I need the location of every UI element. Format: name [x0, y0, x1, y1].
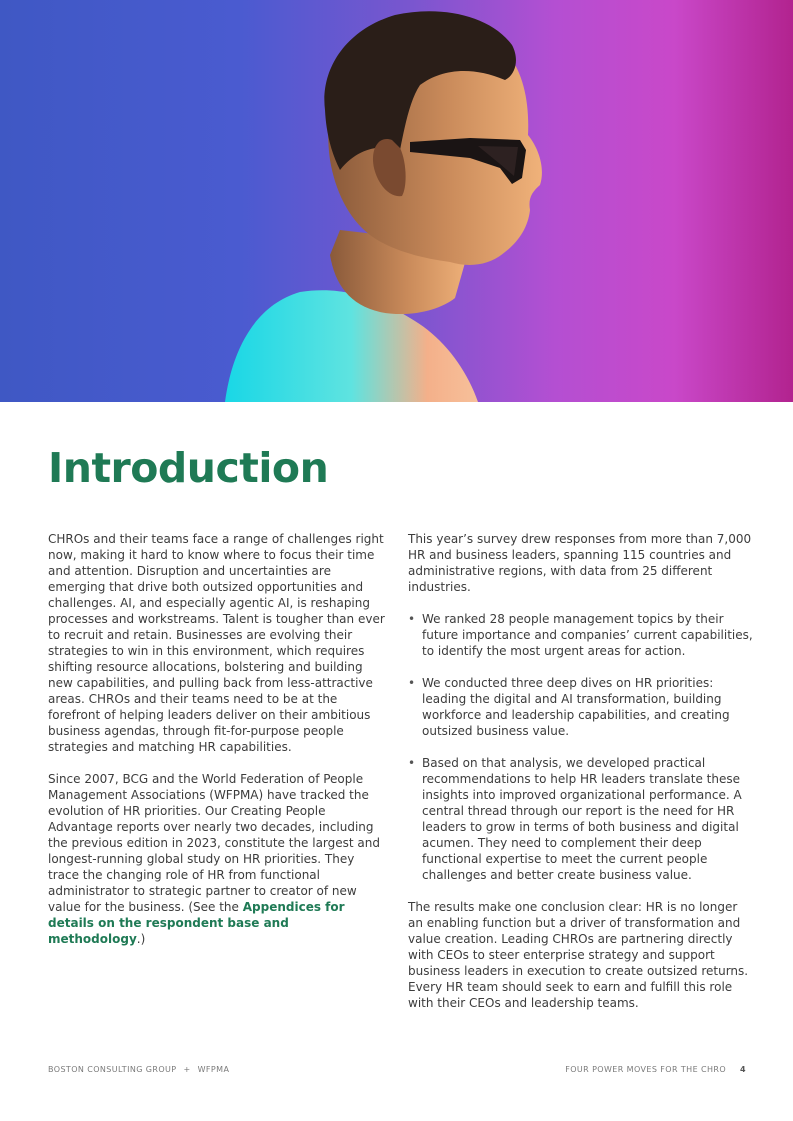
footer-org-bcg: BOSTON CONSULTING GROUP [48, 1065, 177, 1074]
portrait-illustration [0, 0, 793, 402]
conclusion-paragraph: The results make one conclusion clear: HR is no longer an enabling function but a driver of transformation and value creation. Leading CHROs are partnering directly with CEOs to steer enterprise strategy and support business leaders in execution to create outsized returns. Every HR team should seek to earn and fulfill this role with their CEOs and leadership teams. [408, 900, 749, 1010]
footer-orgs [48, 1065, 229, 1074]
list-item: • Based on that analysis, we developed practical recommendations to help HR leaders translate these insights into improved organizational performance. A central thread through our report is the need for HR leaders to grow in terms of both business and digital acumen. They need to complement their deep functional expertise to meet the current people challenges and better create business value. [408, 755, 753, 883]
history-paragraph [48, 771, 388, 947]
list-item: • We conducted three deep dives on HR priorities: leading the digital and AI transformation, building workforce and leadership capabilities, and creating outsized business value. [408, 675, 753, 739]
page-number: 4 [740, 1065, 746, 1074]
findings-list [408, 611, 753, 883]
appendices-link[interactable]: Appendices for details on the respondent base and methodology [48, 900, 345, 946]
list-item: • We ranked 28 people management topics by their future importance and companies’ current capabilities, to identify the most urgent areas for action. [408, 611, 753, 659]
intro-paragraph: CHROs and their teams face a range of challenges right now, making it hard to know where to focus their time and attention. Disruption and uncertainties are emerging that drive both outsized opportunities and challenges. AI, and especially agentic AI, is reshaping processes and workstreams. Talent is tougher than ever to recruit and retain. Businesses are evolving their strategies to win in this environment, which requires shifting resource allocations, bolstering and building new capabilities, and pulling back from less-attractive areas. CHROs and their teams need to be at the forefront of helping leaders deliver on their ambitious business agendas, through fit-for-purpose people strategies and matching HR capabilities. [48, 532, 385, 754]
footer-org-wfpma: WFPMA [197, 1065, 230, 1074]
right-column [408, 531, 753, 1011]
history-text: Since 2007, BCG and the World Federation of People Management Associations (WFPMA) have tracked the evolution of HR priorities. Our Creating People Advantage reports over nearly two decades, including the previous edition in 2023, constitute the largest and longest-running global study on HR priorities. They trace the changing role of HR from functional administrator to strategic partner to creator of new value for the business. (See the [48, 772, 380, 914]
footer-report-title: FOUR POWER MOVES FOR THE CHRO [565, 1065, 727, 1074]
hero-image [0, 0, 793, 402]
footer-report [565, 1065, 746, 1074]
history-text-end: .) [136, 932, 146, 946]
left-column [48, 531, 388, 947]
page-title: Introduction [48, 444, 329, 492]
survey-paragraph: This year’s survey drew responses from more than 7,000 HR and business leaders, spanning 115 countries and administrative regions, with data from 25 different industries. [408, 532, 752, 594]
footer-separator: + [183, 1065, 191, 1074]
